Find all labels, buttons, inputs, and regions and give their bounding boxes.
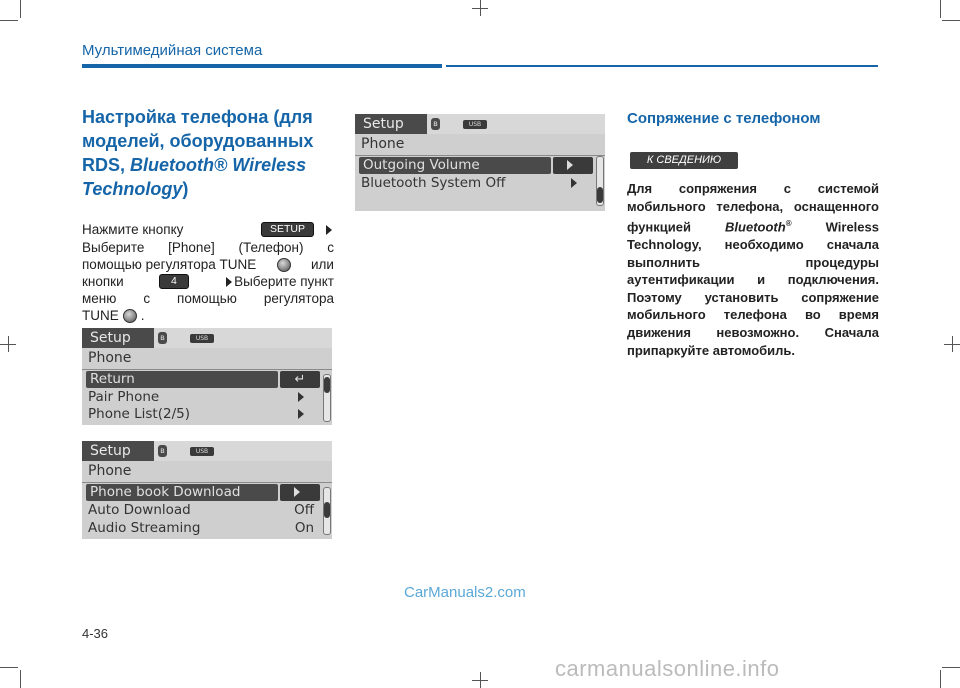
tune-knob-icon bbox=[277, 258, 291, 272]
number-key: 4 bbox=[159, 274, 189, 289]
note-text: Для сопряжения с системой мобильного телефона, оснащенного функцией bbox=[627, 181, 879, 235]
instruction-text: или bbox=[311, 257, 334, 272]
note-text-bluetooth: Bluetooth bbox=[725, 219, 786, 235]
crop-mark bbox=[0, 667, 18, 668]
setup-key-group bbox=[261, 222, 334, 237]
watermark-link[interactable]: CarManuals2.com bbox=[404, 584, 526, 601]
setup-phone-screen bbox=[82, 441, 332, 539]
instruction-line bbox=[82, 256, 334, 274]
chevron-right-icon bbox=[294, 487, 300, 497]
crop-mark bbox=[0, 20, 18, 21]
instruction-line bbox=[82, 273, 334, 291]
scrollbar[interactable] bbox=[323, 487, 331, 535]
scrollbar[interactable] bbox=[596, 156, 604, 206]
screen-subtitle: Phone bbox=[361, 136, 405, 152]
menu-item-phone-list[interactable]: Phone List(2/5) bbox=[88, 406, 190, 422]
chevron-right-icon bbox=[571, 178, 577, 188]
heading-text-italic: Technology bbox=[82, 179, 183, 199]
crop-mark bbox=[940, 0, 941, 18]
instruction-text: Выберите [Phone] (Телефон) с bbox=[82, 240, 334, 255]
bluetooth-icon: ʙ bbox=[431, 118, 440, 130]
screen-divider bbox=[82, 369, 332, 370]
audio-streaming-value: On bbox=[294, 520, 314, 536]
crop-mark bbox=[472, 680, 488, 681]
heading-line bbox=[82, 177, 334, 201]
chevron-right-icon bbox=[298, 409, 304, 419]
usb-icon: USB bbox=[463, 120, 487, 129]
instruction-line bbox=[82, 239, 334, 257]
instruction-text: помощью регулятора TUNE bbox=[82, 257, 257, 272]
scrollbar-thumb[interactable] bbox=[324, 377, 330, 393]
usb-icon: USB bbox=[190, 447, 214, 456]
menu-item-audio-streaming[interactable]: Audio Streaming bbox=[88, 520, 201, 536]
crop-mark bbox=[942, 667, 960, 668]
scrollbar-thumb[interactable] bbox=[324, 502, 330, 518]
note-paragraph bbox=[627, 180, 879, 359]
heading-line bbox=[82, 153, 334, 177]
crop-mark bbox=[940, 670, 941, 688]
instruction-line bbox=[82, 290, 334, 308]
auto-download-value: Off bbox=[294, 502, 314, 518]
scrollbar[interactable] bbox=[323, 374, 331, 422]
screen-divider bbox=[82, 482, 332, 483]
menu-item-auto-download[interactable]: Auto Download bbox=[88, 502, 191, 518]
chevron-right-icon bbox=[567, 160, 573, 170]
tune-knob-icon bbox=[123, 309, 137, 323]
instruction-text: меню с помощью регулятора bbox=[82, 291, 334, 306]
instruction-text: Выберите пункт bbox=[234, 274, 334, 289]
instruction-text: . bbox=[140, 308, 145, 323]
registered-mark: ® bbox=[785, 219, 792, 229]
instruction-line bbox=[82, 221, 334, 239]
crop-mark bbox=[942, 20, 960, 21]
page-heading bbox=[82, 105, 334, 201]
screen-divider bbox=[355, 155, 605, 156]
chevron-right-icon bbox=[298, 392, 304, 402]
enter-button[interactable] bbox=[553, 157, 593, 174]
heading-text-italic: Bluetooth® Wireless bbox=[130, 155, 307, 175]
setup-phone-screen bbox=[82, 328, 332, 425]
return-icon: ↵ bbox=[294, 372, 306, 387]
bottom-watermark: carmanualsonline.info bbox=[555, 656, 780, 681]
crop-mark bbox=[20, 670, 21, 688]
screen-subtitle: Phone bbox=[88, 463, 132, 479]
menu-item-outgoing-volume[interactable]: Outgoing Volume bbox=[359, 157, 551, 174]
bluetooth-icon: ʙ bbox=[158, 332, 167, 344]
note-text: Wireless Technology, необходимо сначала выполнить процедуры аутентификации и подключения. Поэтому установить сопряжение мобильного телефона во время движения невозможно. Сначала припаркуйте автомобиль. bbox=[627, 219, 879, 358]
instruction-text: TUNE bbox=[82, 308, 119, 323]
menu-item-phonebook-download[interactable]: Phone book Download bbox=[86, 484, 278, 501]
arrow-right-icon bbox=[226, 277, 232, 287]
menu-item-pair-phone[interactable]: Pair Phone bbox=[88, 389, 160, 405]
heading-text: ) bbox=[182, 179, 189, 199]
crop-mark bbox=[20, 0, 21, 18]
scrollbar-thumb[interactable] bbox=[597, 187, 603, 203]
crop-mark bbox=[8, 336, 9, 352]
screen-tab: Setup bbox=[82, 328, 154, 348]
instruction-text: кнопки bbox=[82, 274, 124, 289]
menu-item-bluetooth-system-off[interactable]: Bluetooth System Off bbox=[361, 175, 506, 191]
heading-text: RDS, bbox=[82, 155, 131, 175]
note-badge: К СВЕДЕНИЮ bbox=[630, 152, 738, 169]
section-heading: Сопряжение с телефоном bbox=[627, 110, 821, 127]
crop-mark bbox=[472, 8, 488, 9]
section-title: Мультимедийная система bbox=[82, 42, 263, 59]
header-rule bbox=[82, 64, 442, 68]
usb-icon: USB bbox=[190, 334, 214, 343]
heading-line: Настройка телефона (для bbox=[82, 107, 313, 127]
page-number: 4-36 bbox=[82, 626, 109, 641]
screen-tab: Setup bbox=[355, 114, 427, 134]
arrow-right-icon bbox=[326, 225, 332, 235]
bluetooth-icon: ʙ bbox=[158, 445, 167, 457]
heading-line: моделей, оборудованных bbox=[82, 131, 314, 151]
enter-button[interactable] bbox=[280, 484, 320, 501]
setup-key: SETUP bbox=[261, 222, 314, 237]
crop-mark bbox=[952, 336, 953, 352]
menu-item-return[interactable]: Return bbox=[86, 371, 278, 388]
instruction-group bbox=[224, 273, 334, 291]
setup-phone-screen bbox=[355, 114, 605, 211]
screen-tab: Setup bbox=[82, 441, 154, 461]
instruction-text: Нажмите кнопку bbox=[82, 222, 184, 237]
return-button[interactable] bbox=[280, 371, 320, 388]
header-rule-thin bbox=[446, 65, 878, 67]
screen-subtitle: Phone bbox=[88, 350, 132, 366]
instruction-line bbox=[82, 307, 334, 325]
